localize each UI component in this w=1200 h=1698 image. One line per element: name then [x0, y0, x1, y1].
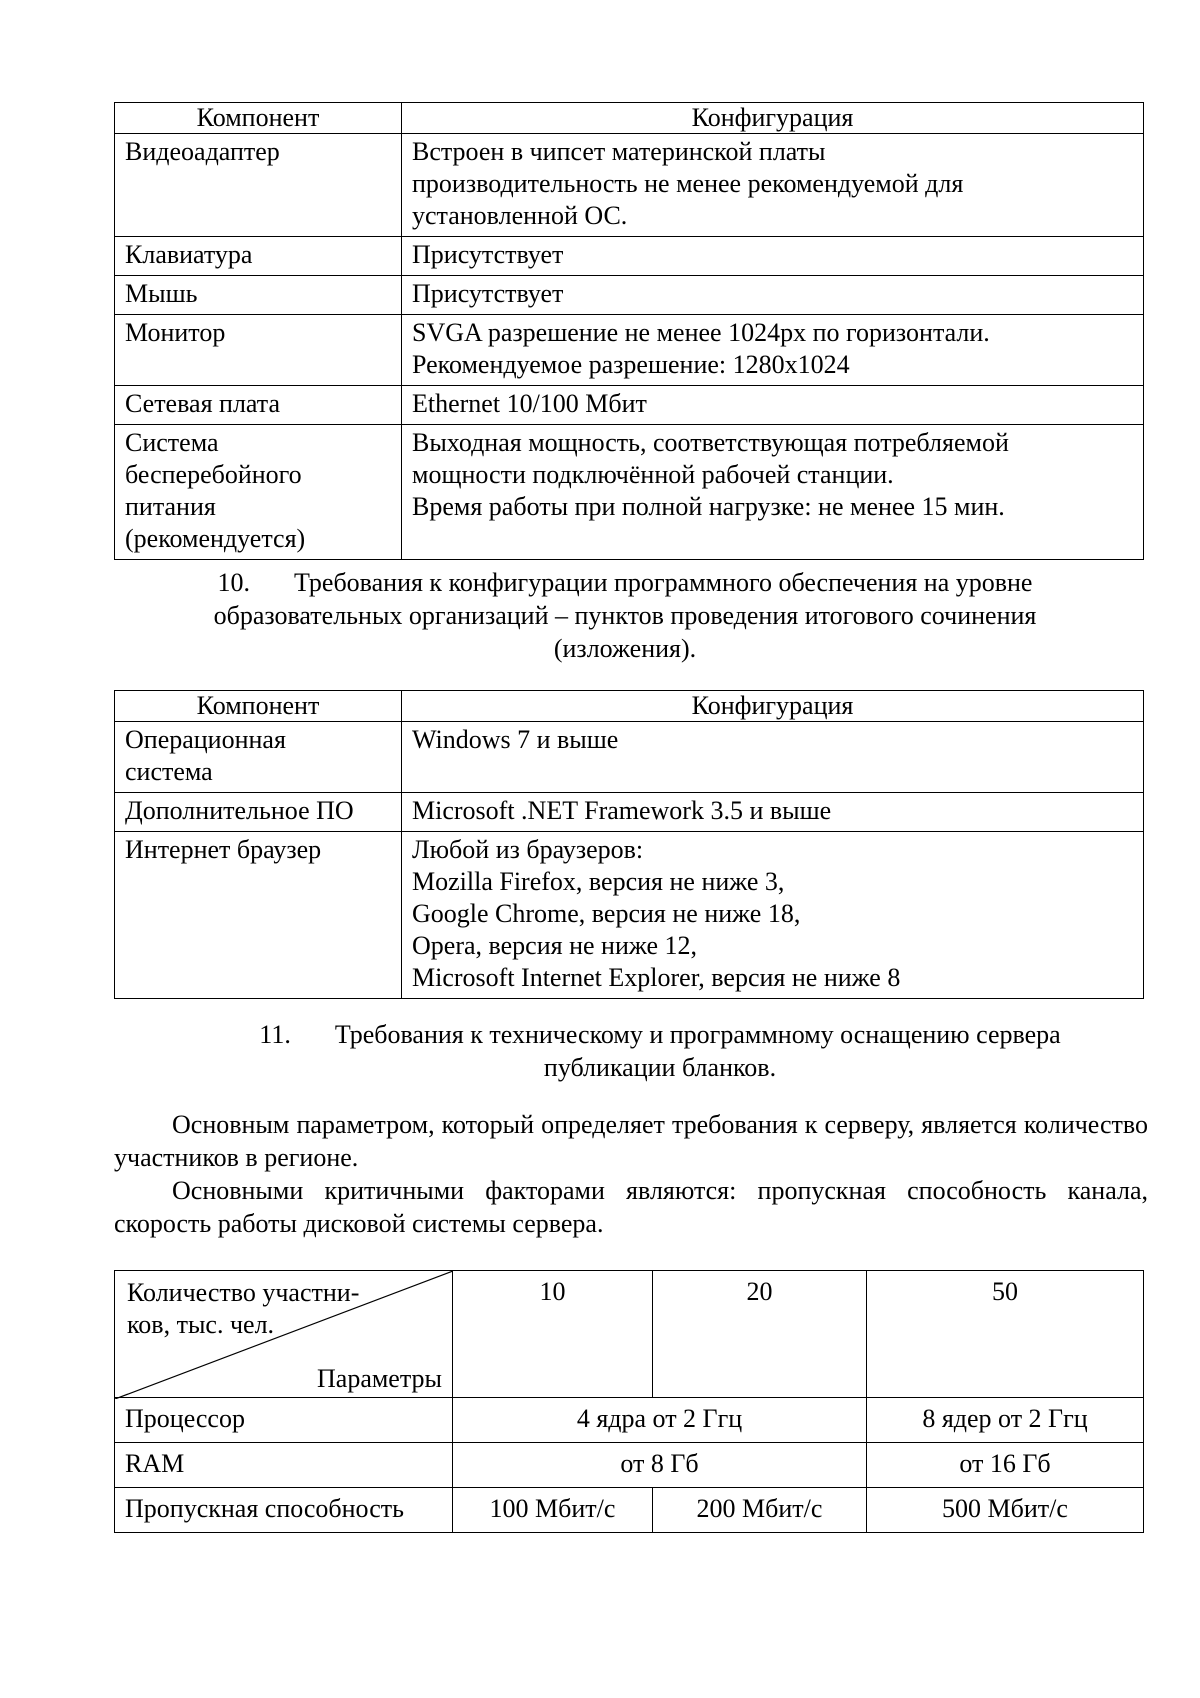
cell-line: Мышь — [125, 279, 198, 308]
component-cell — [115, 832, 402, 999]
paragraph — [114, 1174, 1148, 1240]
component-cell — [115, 134, 402, 237]
cell-line: Ethernet 10/100 Мбит — [412, 389, 647, 418]
cell-line: Интернет браузер — [125, 835, 322, 864]
config-cell — [402, 722, 1144, 793]
component-cell — [115, 425, 402, 560]
table-row — [115, 134, 1144, 237]
table-row-cpu — [115, 1398, 1144, 1443]
config-cell — [402, 832, 1144, 999]
cell-line: Система — [125, 428, 219, 457]
table-row — [115, 832, 1144, 999]
section-number: 10. — [217, 568, 251, 597]
cell-line: Выходная мощность, соответствующая потребляемой — [412, 428, 1009, 457]
table-row — [115, 793, 1144, 832]
config-cell — [402, 793, 1144, 832]
cell-line: Google Chrome, версия не ниже 18, — [412, 899, 801, 928]
config-cell — [402, 386, 1144, 425]
row-label-ram: RAM — [115, 1443, 453, 1488]
column-header-10: 10 — [453, 1271, 653, 1398]
row-label-cpu: Процессор — [115, 1398, 453, 1443]
cell-line: Microsoft Internet Explorer, версия не ниже 8 — [412, 963, 901, 992]
column-header-component: Компонент — [115, 691, 402, 722]
cell-line: Microsoft .NET Framework 3.5 и выше — [412, 796, 832, 825]
cell-line: Присутствует — [412, 279, 564, 308]
cell-line: система — [125, 757, 213, 786]
column-header-configuration: Конфигурация — [402, 103, 1144, 134]
paragraph — [114, 1108, 1148, 1174]
cell-line: Дополнительное ПО — [125, 796, 354, 825]
cell-line: бесперебойного — [125, 460, 302, 489]
column-header-configuration: Конфигурация — [402, 691, 1144, 722]
heading-line: (изложения). — [553, 634, 697, 663]
component-cell — [115, 722, 402, 793]
table-row-bandwidth — [115, 1488, 1144, 1533]
heading-line: Требования к техническому и программному оснащению сервера — [334, 1020, 1061, 1049]
heading-line: публикации бланков. — [543, 1053, 777, 1082]
software-config-table — [114, 690, 1144, 999]
component-cell — [115, 793, 402, 832]
cell-line: SVGA разрешение не менее 1024px по горизонтали. — [412, 318, 990, 347]
config-cell — [402, 276, 1144, 315]
hardware-config-table — [114, 102, 1144, 560]
column-header-component: Компонент — [115, 103, 402, 134]
ram-value-10-20: от 8 Гб — [453, 1443, 867, 1488]
table-header-row — [115, 691, 1144, 722]
column-header-20: 20 — [653, 1271, 867, 1398]
config-cell — [402, 237, 1144, 276]
parameters-label: Параметры — [317, 1364, 442, 1393]
cpu-value-50: 8 ядер от 2 Ггц — [867, 1398, 1144, 1443]
cell-line: питания — [125, 492, 216, 521]
component-cell — [115, 276, 402, 315]
table-row — [115, 315, 1144, 386]
ram-value-50: от 16 Гб — [867, 1443, 1144, 1488]
heading-line: образовательных организаций – пунктов проведения итогового сочинения — [213, 601, 1037, 630]
participants-label — [127, 1277, 359, 1341]
server-params-table — [114, 1270, 1144, 1533]
cell-line: Присутствует — [412, 240, 564, 269]
cell-line: Клавиатура — [125, 240, 253, 269]
cell-line: Видеоадаптер — [125, 137, 280, 166]
paragraph-text: Основным параметром, который определяет требования к серверу, является количество участников в регионе. — [114, 1110, 1148, 1172]
cell-line: Рекомендуемое разрешение: 1280x1024 — [412, 350, 850, 379]
cell-line: Сетевая плата — [125, 389, 281, 418]
cell-line: производительность не менее рекомендуемой для — [412, 169, 964, 198]
diagonal-header-cell — [115, 1271, 453, 1398]
cell-line: Любой из браузеров: — [412, 835, 644, 864]
table-row — [115, 237, 1144, 276]
config-cell — [402, 315, 1144, 386]
cpu-value-10-20: 4 ядра от 2 Ггц — [453, 1398, 867, 1443]
cell-line: Mozilla Firefox, версия не ниже 3, — [412, 867, 785, 896]
cell-line: ков, тыс. чел. — [127, 1310, 275, 1339]
table-row — [115, 425, 1144, 560]
cell-line: Количество участни- — [127, 1278, 360, 1307]
component-cell — [115, 237, 402, 276]
table-row-ram — [115, 1443, 1144, 1488]
cell-line: Монитор — [125, 318, 226, 347]
cell-line: Операционная — [125, 725, 286, 754]
bandwidth-value-10: 100 Мбит/с — [453, 1488, 653, 1533]
config-cell — [402, 425, 1144, 560]
section-number: 11. — [259, 1020, 291, 1049]
table-row — [115, 276, 1144, 315]
cell-line: (рекомендуется) — [125, 524, 306, 553]
cell-line: Встроен в чипсет материнской платы — [412, 137, 826, 166]
cell-line: Windows 7 и выше — [412, 725, 619, 754]
table-header-row — [115, 1271, 1144, 1398]
cell-line: Opera, версия не ниже 12, — [412, 931, 698, 960]
component-cell — [115, 315, 402, 386]
config-cell — [402, 134, 1144, 237]
table-row — [115, 386, 1144, 425]
cell-line: Время работы при полной нагрузке: не менее 15 мин. — [412, 492, 1005, 521]
component-cell — [115, 386, 402, 425]
cell-line: установленной ОС. — [412, 201, 628, 230]
column-header-50: 50 — [867, 1271, 1144, 1398]
section-10-heading — [150, 566, 1100, 665]
paragraph-text: Основными критичными факторами являются: пропускная способность канала, скорость работы дисковой системы сервера. — [114, 1176, 1148, 1238]
table-header-row — [115, 103, 1144, 134]
table-row — [115, 722, 1144, 793]
bandwidth-value-20: 200 Мбит/с — [653, 1488, 867, 1533]
bandwidth-value-50: 500 Мбит/с — [867, 1488, 1144, 1533]
heading-line: Требования к конфигурации программного обеспечения на уровне — [294, 568, 1033, 597]
section-11-heading — [200, 1018, 1120, 1084]
cell-line: мощности подключённой рабочей станции. — [412, 460, 894, 489]
row-label-bandwidth: Пропускная способность — [115, 1488, 453, 1533]
